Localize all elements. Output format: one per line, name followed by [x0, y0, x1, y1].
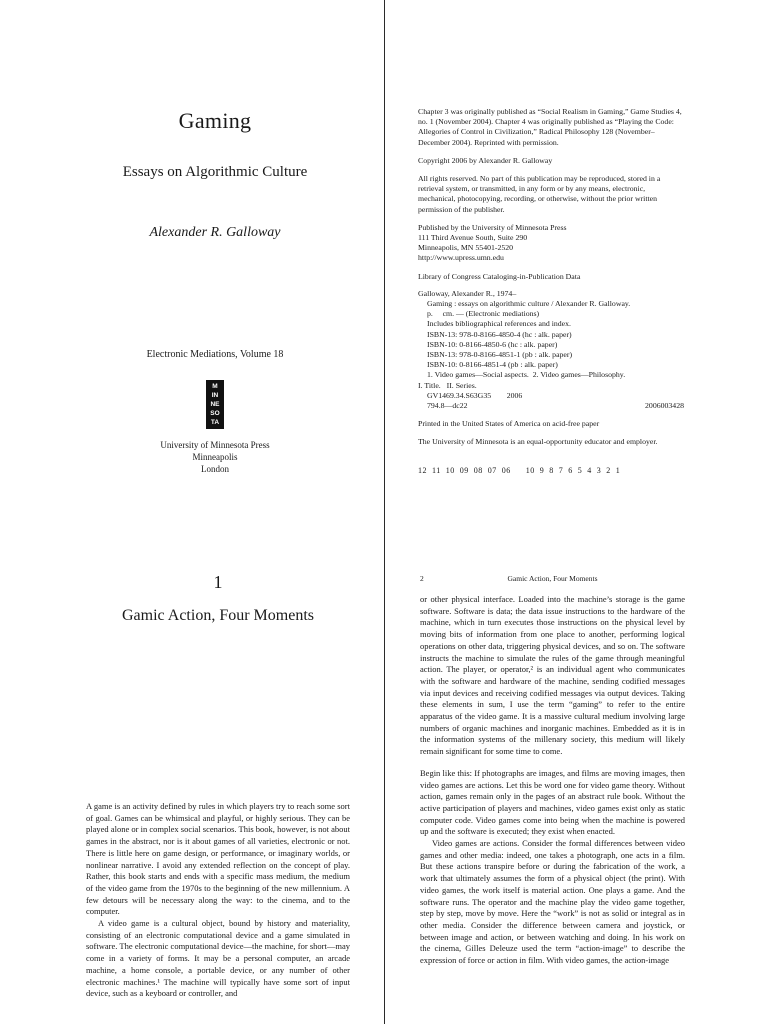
equal-opportunity-notice: The University of Minnesota is an equal-opportunity educator and employer. [418, 437, 658, 447]
text-paragraph: or other physical interface. Loaded into the machine’s storage is the game software. Software is data; the data issue instructions to the hardware of the machine, which in turn executes those instructions on the physical level by moving bits of information from one place to another, performing logical operations on other data, triggering physical devices, and so on. The software instructs the machine to simulate the rules of the game through meaningful action. The player, or operator,² is an individual agent who communicates with the software and hardware of the machine, sending codified messages via input devices and receiving codified messages via output devices. Taking these elements in sum, I use the term “gaming” to refer to the entire apparatus of the video game. It is a massive cultural medium involving large numbers of organic machines and inorganic machines. Embedded as it is in the information systems of the millenary society, this medium will likely remain significant for some time to come. [420, 594, 685, 757]
chapter-number: 1 [213, 572, 223, 592]
cip-author: Galloway, Alexander R., 1974– [418, 288, 517, 298]
publisher-logo [206, 380, 224, 429]
book-author: Alexander R. Galloway [149, 225, 281, 240]
cip-line: ISBN-13: 978-0-8166-4850-4 (hc : alk. paper) [427, 329, 572, 339]
chapter-title: Gamic Action, Four Moments [122, 607, 314, 624]
publisher-city: Minneapolis [192, 452, 238, 462]
cip-line: Gaming : essays on algorithmic culture / Alexander R. Galloway. [427, 299, 631, 309]
cip-dewey: 794.8—dc22 [427, 401, 468, 411]
logo-line: M [212, 383, 218, 390]
cip-lccn: 2006003428 [645, 401, 684, 411]
cip-line: ISBN-13: 978-0-8166-4851-1 (pb : alk. paper) [427, 350, 573, 360]
cip-line: 1. Video games—Social aspects. 2. Video games—Philosophy. [427, 370, 626, 380]
copyright-page [418, 107, 684, 476]
cip-line: Includes bibliographical references and index. [427, 319, 571, 329]
text-page [420, 574, 685, 967]
logo-line: SO [210, 410, 220, 417]
printed-notice: Printed in the United States of America on acid-free paper [418, 419, 600, 429]
copyright-notice: Copyright 2006 by Alexander R. Galloway [418, 155, 553, 165]
logo-line: NE [210, 401, 220, 408]
logo-line: TA [210, 419, 220, 426]
chapter-opening-page [86, 572, 350, 1000]
publisher-address [418, 223, 684, 264]
running-header [420, 574, 685, 586]
rights-statement: All rights reserved. No part of this publication may be reproduced, stored in a retrieval system, or transmitted, in any form or by any means, electronic, mechanical, photocopying, recording, or otherwise, without the prior written permission of the publisher. [418, 174, 661, 214]
folio: 2 [420, 574, 424, 583]
text-paragraph: Video games are actions. Consider the formal differences between video games and other media: indeed, one takes a photograph, one acts in a film. But these actions transpire before or during the fabrication of the work, a work that ultimately assumes the form of a physical object (the print). With video games, the work itself is material action. One plays a game. And the software runs. The operator and the machine play the video game together, step by step, move by move. Here the “work” is not as solid or integral as in other media. Consider the difference between camera and joystick, or between image and action, or between watching and doing. In his work on the cinema, Gilles Deleuze used the term “action-image” to describe the expression of force or action in film. With video games, the action-image [420, 838, 685, 966]
cip-line: ISBN-10: 0-8166-4851-4 (pb : alk. paper) [427, 360, 558, 370]
address-line: Published by the University of Minnesota Press [418, 222, 567, 232]
cip-dewey-row [418, 401, 684, 411]
address-line: 111 Third Avenue South, Suite 290 [418, 233, 528, 243]
publisher-url: http://www.upress.umn.edu [418, 253, 504, 263]
title-page [60, 108, 370, 475]
chapter-paragraph: A video game is a cultural object, bound by history and materiality, consisting of an electronic computational device and a game simulated in software. The electronic computational device—the machine, for short—may come in a variety of forms. It may be a personal computer, an arcade machine, a home console, a portable device, or any number of other electronic machines.¹ The machine will typically have some sort of input device, such as a keyboard or controller, and [86, 918, 350, 999]
chapter-paragraph: A game is an activity defined by rules in which players try to reach some sort of goal. Games can be whimsical and playful, or highly serious. They can be played alone or in complex social scenarios. This book, however, is not about games in the abstract, nor is it about games of all varieties, electronic or not. There is little here on game design, or performance, or imaginary worlds, or nonlinear narrative. I avoid any extended reflection on the concept of play. Rather, this book starts and ends with a specific mass medium, the medium of the video game from the 1970s to the beginning of the new millennium. A few detours will be necessary along the way: to the cinema, and to the computer. [86, 801, 350, 917]
publisher-name: University of Minnesota Press [160, 440, 270, 450]
running-head: Gamic Action, Four Moments [507, 574, 598, 583]
page-gutter-divider [384, 0, 385, 1024]
book-title: Gaming [178, 108, 252, 133]
publication-history: Chapter 3 was originally published as “Social Realism in Gaming,” Game Studies 4, no. 1 (November 2004). Chapter 4 was originally published as “Playing the Code: Allegories of Control in Civilization,” Radical Philosophy 128 (November–December 2004). Reprinted with permission. [418, 107, 682, 147]
cip-block [418, 289, 684, 411]
publisher-city: London [201, 464, 229, 474]
address-line: Minneapolis, MN 55401-2520 [418, 243, 514, 253]
series-title: Electronic Mediations, Volume 18 [146, 349, 284, 360]
publisher-imprint [60, 439, 370, 475]
logo-line: IN [211, 392, 219, 399]
cip-line: I. Title. II. Series. [418, 380, 477, 390]
cip-line: ISBN-10: 0-8166-4850-6 (hc : alk. paper) [427, 339, 558, 349]
book-subtitle: Essays on Algorithmic Culture [122, 164, 308, 180]
cip-call-number: GV1469.34.S63G35 2006 [427, 390, 523, 400]
cip-heading: Library of Congress Cataloging-in-Publication Data [418, 271, 581, 281]
text-paragraph: Begin like this: If photographs are images, and films are moving images, then video games are actions. Let this be word one for video game theory. Without action, games remain only in the pages of an abstract rule book. Without the active participation of players and machines, video games exist only as static computer code. Video games come into being when the machine is powered up and the software is executed; they exist when enacted. [420, 767, 685, 837]
printing-line: 12 11 10 09 08 07 06 10 9 8 7 6 5 4 3 2 1 [418, 465, 621, 475]
cip-line: p. cm. — (Electronic mediations) [427, 309, 540, 319]
